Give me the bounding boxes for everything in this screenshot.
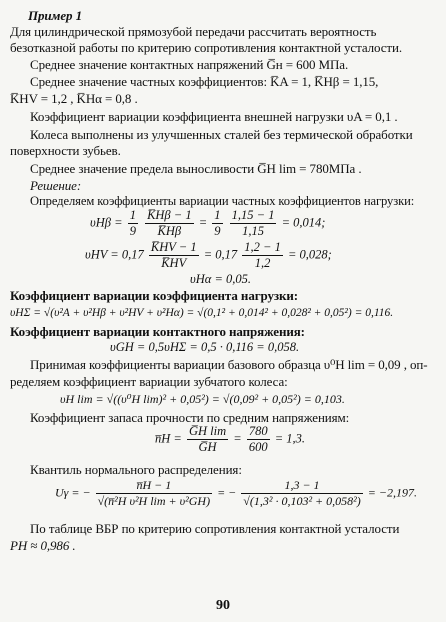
solution-step-2: Коэффициент вариации коэффициента нагрузки: (10, 288, 299, 303)
given-endurance-limit: Среднее значение предела выносливости G̅H lim = 780МПа . (30, 161, 362, 176)
problem-text-line-2: безотказной работы по критерию сопротивления контактной усталости. (10, 40, 402, 55)
formula-v-hbeta: υHβ = $\frac{1}{9}$ $\frac{K̅H\beta - 1}{K̅H\beta}$ = $\frac{1}{9}$ $\frac{1,15 - 1}{1,15}$ = 0,014; (90, 208, 326, 238)
solution-heading: Решение: (30, 178, 82, 193)
formula-v-gh: υGH = 0,5υHΣ = 0,5 · 0,116 = 0,058. (110, 340, 300, 354)
solution-step-1: Определяем коэффициенты вариации частных коэффициентов нагрузки: (30, 194, 415, 208)
material-text-line-2: поверхности зубьев. (10, 143, 121, 158)
conclusion-result: PH ≈ 0,986 . (10, 538, 76, 553)
given-load-variation: Коэффициент вариации коэффициента внешней нагрузки υA = 0,1 . (30, 109, 398, 124)
solution-step-4: Принимая коэффициенты вариации базового образца υ⁰H lim = 0,09 , оп- (30, 357, 428, 372)
formula-quantile: Uγ = − $\frac{n̅H - 1}{\text{√(n̅²H υ²H lim + υ²GH)}}$ = − $\frac{1,3 - 1}{\text{√(1,3² · 0,103² + 0,058²)}}$ = −2,197. (55, 478, 417, 508)
solution-step-6: Квантиль нормального распределения: (30, 462, 242, 477)
given-partial-coefficients-cont: K̅HV = 1,2 , K̅Hα = 0,8 . (10, 91, 138, 106)
problem-text-line-1: Для цилиндрической прямозубой передачи рассчитать вероятность (10, 24, 377, 39)
example-title: Пример 1 (28, 8, 82, 23)
formula-safety-factor: n̅H = $\frac{\text{G̅H lim}}{G̅H}$ = $\frac{780}{600}$ = 1,3. (155, 424, 305, 454)
formula-v-hlim: υH lim = √((υ⁰H lim)² + 0,05²) = √(0,09² + 0,05²) = 0,103. (60, 392, 345, 406)
material-text-line-1: Колеса выполнены из улучшенных сталей без термической обработки (30, 127, 413, 142)
given-partial-coefficients: Среднее значение частных коэффициентов: K̅A = 1, K̅Hβ = 1,15, (30, 74, 379, 89)
solution-step-3: Коэффициент вариации контактного напряжения: (10, 324, 305, 339)
given-contact-stress: Среднее значение контактных напряжений G̅н = 600 МПа. (30, 57, 349, 72)
formula-v-halpha: υHα = 0,05. (190, 272, 252, 286)
solution-step-5: Коэффициент запаса прочности по средним напряжениям: (30, 410, 350, 425)
formula-v-hsigma: υHΣ = √(υ²A + υ²Hβ + υ²HV + υ²Hα) = √(0,1² + 0,014² + 0,028² + 0,05²) = 0,116. (10, 307, 394, 319)
formula-v-hv: υHV = 0,17 $\frac{K̅HV - 1}{K̅HV}$ = 0,17 $\frac{1,2 - 1}{1,2}$ = 0,028; (85, 240, 332, 270)
conclusion-line-1: По таблице ВБР по критерию сопротивления контактной усталости (30, 521, 400, 536)
solution-step-4-cont: ределяем коэффициент вариации зубчатого колеса: (10, 374, 288, 389)
page-number: 90 (216, 598, 230, 613)
